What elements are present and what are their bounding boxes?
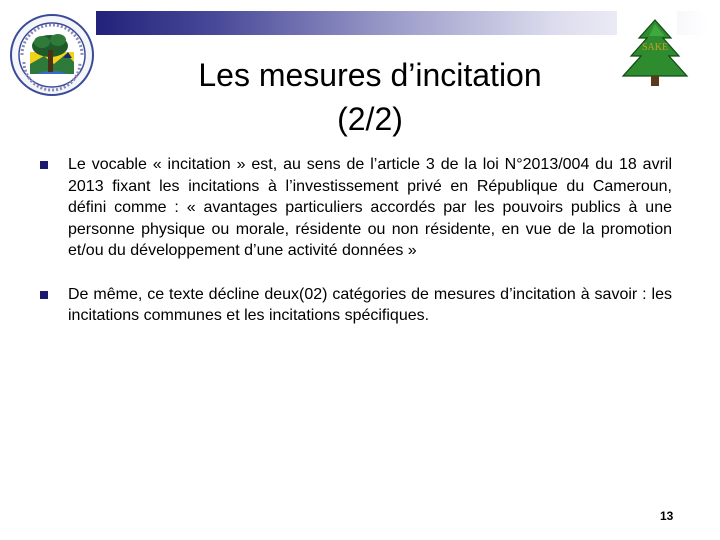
square-bullet-icon [40, 161, 48, 169]
page-number: 13 [660, 509, 674, 523]
bullet-list [40, 154, 672, 327]
title-line-1: Les mesures d’incitation [198, 57, 542, 93]
bullet-text: Le vocable « incitation » est, au sens de l’article 3 de la loi N°2013/004 du 18 avril 2013 fixant les incitations à l’investissement privé en République du Cameroun, défini comme : « avantages particuliers accordés par les pouvoirs publics à une personne physique ou morale, résidente ou non résidente, en vue de la promotion et/ou du développement d’une activité données » [68, 156, 672, 259]
slide-title [120, 53, 620, 141]
tree-logo [619, 18, 691, 88]
title-line-2: (2/2) [337, 101, 403, 137]
square-bullet-icon [40, 291, 48, 299]
institution-seal-logo [8, 12, 96, 98]
bullet-text: De même, ce texte décline deux(02) catégories de mesures d’incitation à savoir : les incitations communes et les incitations spécifiques. [68, 285, 672, 324]
tree-logo-text: SAKE [641, 42, 669, 53]
bullet-item [40, 154, 672, 262]
bullet-item [40, 284, 672, 327]
